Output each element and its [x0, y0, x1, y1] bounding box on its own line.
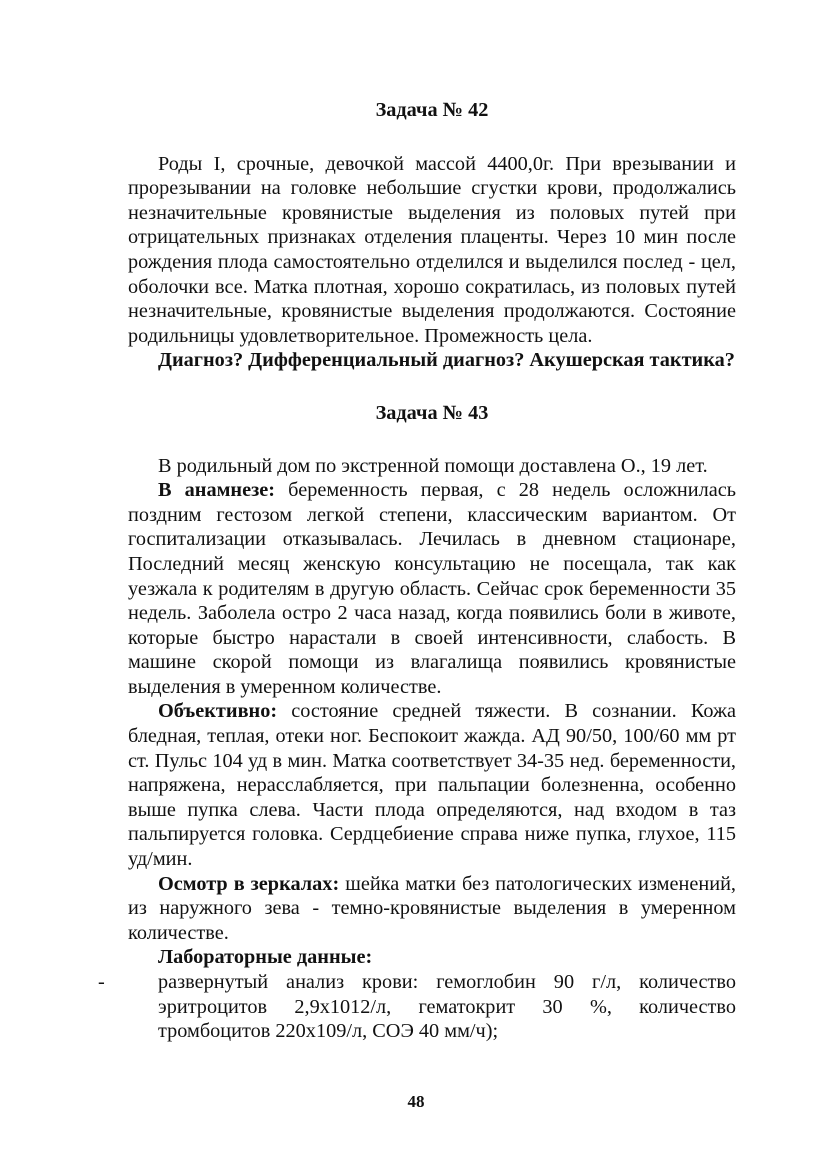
- task-42-title: Задача № 42: [375, 99, 489, 121]
- page-number: 48: [407, 1092, 425, 1111]
- objective-text: состояние средней тяжести. В сознании. Кожа бледная, теплая, отеки ног. Беспокоит жажда. АД 90/50, 100/60 мм рт ст. Пульс 104 уд в мин. Матка соответствует 34-35 нед. беременности, напряжена, нерасслабляется, при пальпации болезненна, особенно выше пупка слева. Части плода определяются, над входом в таз пальпируется головка. Сердцебиение справа ниже пупка, глухое, 115 уд/мин.: [128, 700, 736, 871]
- lab-data-list: [98, 970, 736, 1044]
- objective-paragraph: [128, 699, 736, 871]
- mirrors-text: шейка матки без патологических изменений, из наружного зева - темно-кровянистые выделения в умеренном количестве.: [128, 872, 736, 944]
- list-dash: -: [98, 971, 105, 993]
- task-42-body: Роды I, срочные, девочкой массой 4400,0г. При врезывании и прорезывании на головке небольшие сгустки крови, продолжались незначительные кровянистые выделения из половых путей при отрицательных признаках отделения плаценты. Через 10 мин после рождения плода самостоятельно отделился и выделился послед - цел, оболочки все. Матка плотная, хорошо сократилась, из половых путей незначительные, кровянистые выделения продолжаются. Состояние родильницы удовлетворительное. Промежность цела.: [128, 152, 736, 347]
- task-43-title: Задача № 43: [375, 401, 489, 424]
- task-42-question: Диагноз? Дифференциальный диагноз? Акушерская тактика?: [158, 349, 735, 372]
- lab-item-text: развернутый анализ крови: гемоглобин 90 г/л, количество эритроцитов 2,9х1012/л, гематокрит 30 %, количество тромбоцитов 220х109/л, СОЭ 40 мм/ч);: [158, 971, 736, 1043]
- anamnesis-paragraph: [128, 478, 736, 699]
- list-item: [98, 970, 736, 1044]
- anamnesis-label: В анамнезе:: [158, 479, 276, 502]
- mirrors-paragraph: [128, 872, 736, 946]
- document-page: [98, 98, 736, 1044]
- mirrors-label: Осмотр в зеркалах:: [158, 872, 340, 895]
- task-43-intro: В родильный дом по экстренной помощи доставлена О., 19 лет.: [158, 454, 708, 477]
- lab-data-label: Лабораторные данные:: [158, 946, 373, 969]
- objective-label: Объективно:: [158, 700, 278, 723]
- anamnesis-text: беременность первая, с 28 недель осложнилась поздним гестозом легкой степени, классическим вариантом. От госпитализации отказывалась. Лечилась в дневном стационаре, Последний месяц женскую консультацию не посещала, так как уезжала к родителям в другую область. Сейчас срок беременности 35 недель. Заболела остро 2 часа назад, когда появились боли в животе, которые быстро нарастали в своей интенсивности, слабость. В машине скорой помощи из влагалища появились кровянистые выделения в умеренном количестве.: [128, 479, 736, 698]
